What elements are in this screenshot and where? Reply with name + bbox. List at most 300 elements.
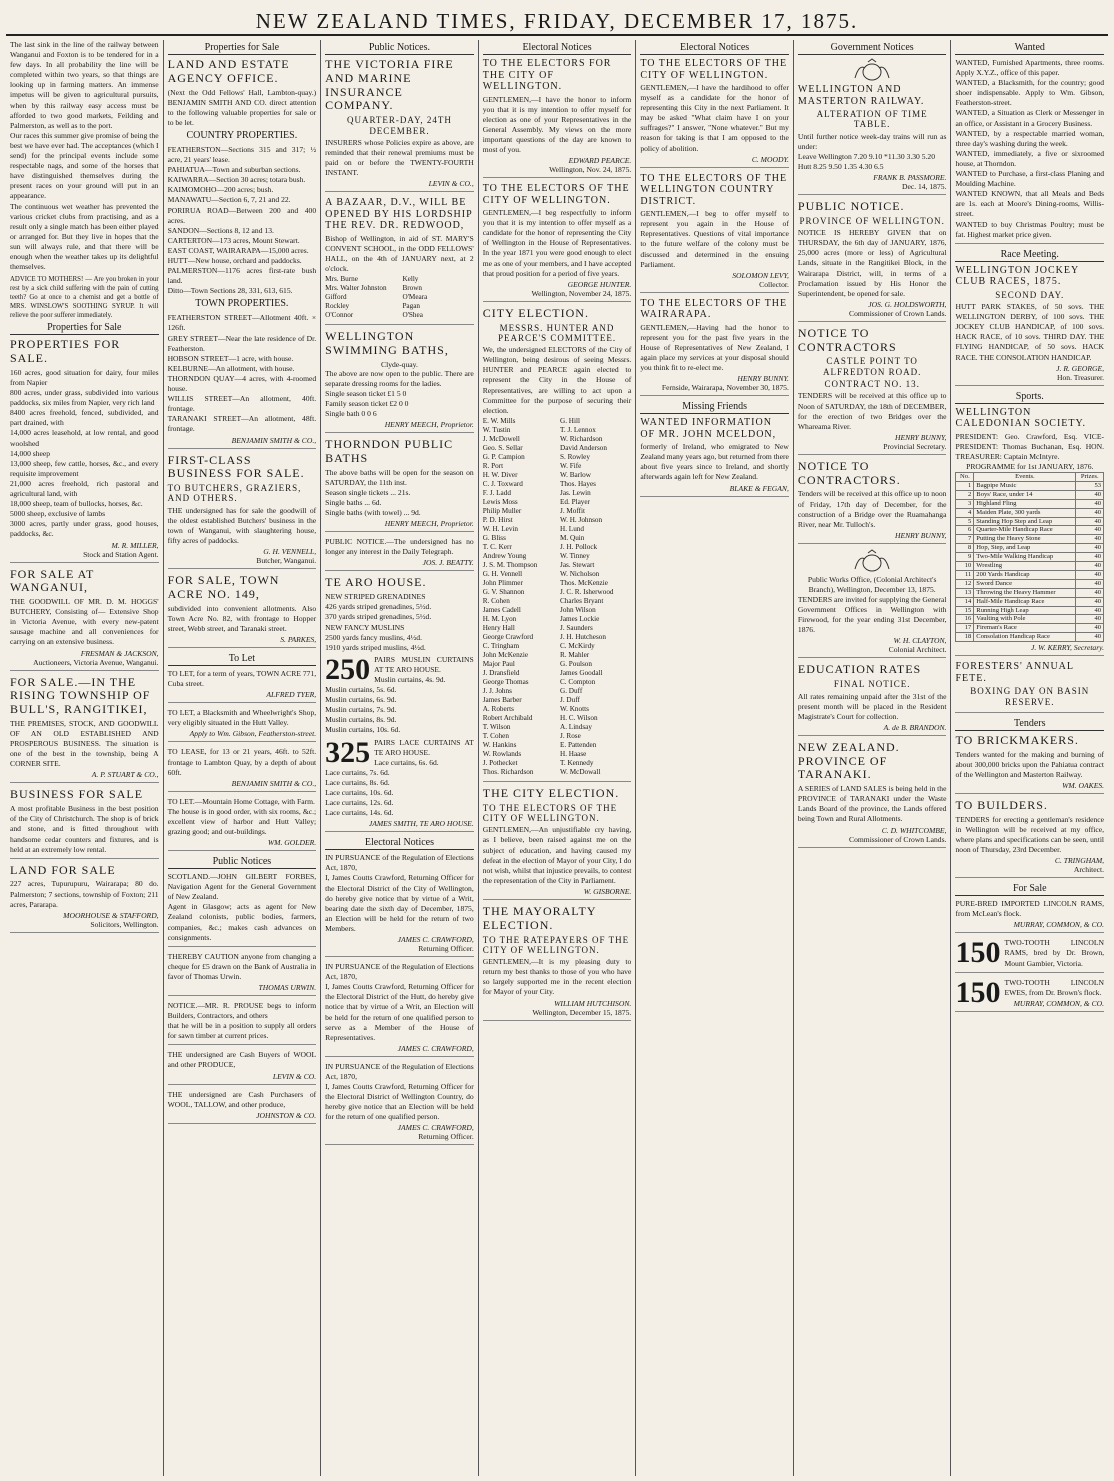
ad-swimming-baths	[325, 330, 474, 433]
ad-jockey-club	[955, 265, 1104, 386]
ad-title: WELLINGTON AND MASTERTON RAILWAY.	[797, 84, 925, 107]
committee-member: Henry Hall	[482, 623, 515, 632]
ad-signature: JOHNSTON & CO.	[256, 1110, 317, 1120]
committee-member: J. McDowell	[482, 434, 520, 443]
ad-body: The house is in good order, with six rooms, &c.; excellent view of harbor and Hutt Valley; grazing good; and out-buildings.	[167, 806, 317, 836]
section-heading: Wanted	[955, 42, 1104, 55]
ad-body: THEREBY CAUTION anyone from changing a cheque for £5 drawn on the Bank of Australia in favor of Thomas Urwin.	[167, 951, 317, 981]
ad-to-let-3	[168, 747, 317, 791]
table-cell: 40	[1076, 570, 1104, 579]
committee-member: J. J. Johns	[482, 686, 512, 695]
committee-member: W. McDowall	[560, 767, 601, 776]
ad-to-let-2	[168, 708, 317, 742]
ad-body: PUBLIC NOTICE.—The undersigned has no longer any interest in the Daily Telegraph.	[325, 537, 474, 557]
list-item: KAIWARRA—Section 30 acres; totara bush.	[167, 175, 306, 185]
table-cell: 40	[1076, 624, 1104, 633]
committee-member: M. Quin	[560, 533, 585, 542]
committee-member: Thos. Richardson	[482, 767, 534, 776]
committee-member: Philip Muller	[482, 506, 522, 515]
ad-signature: C. D. WHITCOMBE,	[881, 825, 947, 835]
news-paragraph: The last sink in the line of the railway between Wanganui and Foxton is to be tendered for in a few days. In all probability the line will be completed within two years, so that things are looking up in farming matters. An immense impetus will be given to agricultural pursuits, when by this railway easy access must be afforded to two good markets, Feilding and Palmerston, as well as to the port.	[10, 40, 159, 130]
committee-member: G. Hill	[560, 416, 580, 425]
table-cell: 40	[1076, 517, 1104, 526]
ad-scotland	[168, 872, 317, 947]
list-item: EAST COAST, WAIRARAPA—15,000 acres.	[167, 245, 309, 255]
ad-title: NOTICE TO CONTRACTORS	[797, 325, 897, 354]
table-cell: 40	[1076, 508, 1104, 517]
committee-member: F. J. Ladd	[482, 488, 511, 497]
table-cell: 1	[956, 481, 974, 490]
committee-member: Jas. Lewin	[560, 488, 591, 497]
table-row	[956, 508, 1104, 517]
ad-signature: WM. GOLDER.	[267, 838, 317, 848]
committee-list	[483, 417, 632, 777]
committee-member: Charles Bryant	[560, 596, 604, 605]
committee-member: J. H. Hutcheson	[560, 632, 606, 641]
committee-member: J. Moffit	[560, 506, 586, 515]
coat-of-arms-icon	[850, 549, 894, 573]
column-6	[794, 40, 952, 1476]
committee-member: W. Hankins	[482, 740, 517, 749]
wanted-item: WANTED, Furnished Apartments, three rooms. Apply X.Y.Z., office of this paper.	[955, 58, 1105, 78]
ad-body: Bishop of Wellington, in aid of ST. MARY'S CONVENT SCHOOL, in the ODD FELLOWS' HALL, on the 4th of JANUARY next, at 2 o'clock.	[325, 233, 474, 274]
committee-member: C. J. Toxward	[482, 479, 523, 488]
committee-member: T. J. Lennox	[560, 425, 596, 434]
ad-lincoln-rams	[955, 899, 1104, 933]
list-item: Mrs. Walter Johnston	[325, 284, 387, 293]
table-row	[956, 633, 1104, 642]
wanted-item: WANTED, by a respectable married woman, three day's washing during the week.	[955, 128, 1105, 148]
timetable-row: Hutt 8.25 9.50 1.35 4.30 6.5	[797, 161, 884, 171]
ad-railway	[798, 84, 947, 195]
table-cell: 14	[956, 597, 974, 606]
committee-member: R. Mahler	[560, 650, 590, 659]
ad-body: THE undersigned are Cash Purchasers of WOOL, TALLOW, and other produce,	[167, 1089, 317, 1109]
programme-heading: PROGRAMME for 1st JANUARY, 1876.	[966, 461, 1094, 471]
committee-member: Jas. Stewart	[560, 560, 595, 569]
section-heading: Electoral Notices	[640, 42, 789, 55]
ad-subtitle: Colonial Architect.	[888, 645, 947, 655]
ad-signature: A. P. STUART & CO.,	[91, 770, 159, 780]
list-item: SANDON—Sections 8, 12 and 13.	[167, 225, 274, 235]
table-cell: Standing Hop Step and Leap	[974, 517, 1076, 526]
list-item: 2500 yards fancy muslins, 4½d.	[325, 632, 422, 642]
list-item: HOBSON STREET—1 acre, with house.	[167, 353, 294, 363]
table-cell: 40	[1076, 597, 1104, 606]
ad-signature: HENRY BUNNY,	[894, 530, 947, 540]
list-item: 3000 acres, partly under grass, good houses, paddocks, &c.	[10, 519, 159, 539]
ad-title: TO THE ELECTORS OF THE CITY OF WELLINGTON.	[482, 183, 630, 206]
ad-body: All rates remaining unpaid after the 31st of the present month will be placed in the Resident Magistrate's Court for collection.	[797, 691, 947, 721]
ad-brickmakers	[955, 734, 1104, 794]
table-row	[956, 499, 1104, 508]
committee-member: George Crawford	[482, 632, 534, 641]
ad-title: TO THE ELECTORS FOR THE CITY OF WELLINGTON.	[482, 58, 612, 92]
table-cell: Hop, Step, and Leap	[974, 544, 1076, 553]
price-row: Season single tickets ... 21s.	[325, 487, 411, 497]
table-cell: Highland Fling	[974, 499, 1076, 508]
list-item: 426 yards striped grenadines, 5½d.	[325, 602, 432, 612]
ad-body: IN PURSUANCE of the Regulation of Elections Act, 1870,	[325, 853, 474, 873]
ad-signature: W. GISBORNE.	[583, 886, 632, 896]
ad-title: TO THE ELECTORS OF THE WELLINGTON COUNTRY DISTRICT.	[640, 172, 788, 207]
ad-lincoln-two-tooth	[955, 938, 1104, 972]
ad-prouse	[168, 1001, 317, 1045]
ad-title: EDUCATION RATES	[797, 662, 922, 677]
column-4	[479, 40, 637, 1476]
table-header: No.	[956, 472, 974, 481]
section-heading: Missing Friends	[640, 401, 789, 414]
ad-subtitle: ALTERATION OF TIME TABLE.	[816, 109, 928, 130]
ad-subtitle: FINAL NOTICE.	[833, 679, 911, 690]
ad-missing-friend	[640, 417, 789, 496]
ad-signature: GEORGE HUNTER.	[567, 279, 632, 289]
ad-gisborne	[483, 787, 632, 900]
ad-education-rates	[798, 663, 947, 735]
table-cell: Throwing the Heavy Hammer	[974, 588, 1076, 597]
ad-subtitle: Clyde-quay.	[381, 359, 418, 369]
list-item: Lace curtains, 7s. 6d.	[325, 767, 390, 777]
section-heading: Tenders	[955, 718, 1104, 731]
ad-signature: FRESMAN & JACKSON,	[80, 648, 159, 658]
list-item: Lace curtains, 12s. 6d.	[325, 798, 394, 808]
ad-title: FOR SALE.—IN THE RISING TOWNSHIP OF BULL'S, RANGITIKEI,	[10, 674, 151, 717]
table-row	[956, 535, 1104, 544]
committee-member: W. Rowlands	[482, 749, 522, 758]
price-number: 325	[325, 737, 371, 769]
list-item: Mrs. Burne	[325, 275, 358, 284]
table-cell: 17	[956, 624, 974, 633]
ad-moody	[640, 58, 789, 168]
ad-body: THE PREMISES, STOCK, AND GOODWILL OF AN OLD ESTABLISHED AND PROSPEROUS BUSINESS. The situation is one of the best in the township, being A CORNER SITE.	[10, 718, 159, 769]
ad-body: GENTLEMEN,—I have the honor to inform you that it is my intention to offer myself for election as one of your Representatives in the General Assembly. My views on the more important questions of the day are known to most of you.	[482, 94, 632, 154]
list-item: Muslin curtains, 8s. 9d.	[325, 715, 397, 725]
table-row	[956, 579, 1104, 588]
ad-body: TWO-TOOTH LINCOLN EWES, from Dr. Brown's flock.	[1004, 977, 1105, 997]
ad-signature: MURRAY, COMMON, & CO.	[1013, 998, 1105, 1008]
ad-body: Tenders will be received at this office up to noon of Friday, 17th day of December, for the construction of a Bridge over the Ruamahanga River, near Mr. Tulloch's.	[797, 489, 947, 529]
table-row	[956, 481, 1104, 490]
committee-member: H. M. Lyon	[482, 614, 517, 623]
ad-body: GENTLEMEN,—Having had the honor to represent you for the past five years in the House of Representatives of New Zealand, I again place my services at your disposal should you think fit to re-elect me.	[640, 322, 789, 373]
list-item: Ditto—Town Sections 28, 331, 613, 615.	[167, 286, 293, 296]
ad-subtitle: Butcher, Wanganui.	[256, 556, 317, 566]
committee-member: E. W. Mills	[482, 416, 516, 425]
committee-member: H. W. Diver	[482, 470, 518, 479]
ad-mayoralty	[483, 905, 632, 1021]
ad-subtitle: Provincial Secretary.	[883, 441, 947, 451]
committee-member: W. H. Levin	[482, 524, 519, 533]
ad-subtitle: Stock and Station Agent.	[83, 549, 159, 559]
list-item: THORNDON QUAY—4 acres, with 4-roomed house.	[167, 373, 317, 394]
committee-member: P. D. Hirst	[482, 515, 513, 524]
committee-member: A. Lindsay	[560, 722, 592, 731]
ad-hunter	[483, 183, 632, 302]
ad-body: GENTLEMEN,—I beg to offer myself to represent you again in the House of Representatives. Questions of vital importance to the future welfare of the colony must be discussed and determined in the ensuing Parliament.	[640, 209, 789, 269]
ad-title: WANTED INFORMATION OF MR. JOHN MCELDON,	[640, 417, 777, 440]
ad-public-works	[798, 575, 947, 659]
wanted-item: WANTED to Purchase, a first-class Planing and Moulding Machine.	[955, 169, 1105, 189]
committee-member: Lewis Moss	[482, 497, 518, 506]
table-cell: 6	[956, 526, 974, 535]
column-3	[321, 40, 479, 1476]
ad-subtitle: Fernside, Wairarapa, November 30, 1875.	[661, 383, 789, 393]
ad-title: PROPERTIES FOR SALE.	[10, 337, 121, 366]
ad-body: formerly of Ireland, who emigrated to New Zealand many years ago, but returned from there about five years since to Ireland, and shortly afterwards again left for New Zealand.	[640, 442, 789, 482]
ad-subtitle: CASTLE POINT TO ALFREDTON ROAD.	[823, 356, 922, 377]
sub-heading: COUNTRY PROPERTIES.	[186, 129, 298, 141]
list-item: Lace curtains, 14s. 6d.	[325, 808, 394, 818]
list-item: Kelly	[402, 275, 419, 284]
table-row	[956, 553, 1104, 562]
programme-table	[955, 472, 1104, 642]
ad-public-notice	[325, 537, 474, 571]
table-cell: 40	[1076, 553, 1104, 562]
ad-title: THORNDON PUBLIC BATHS	[325, 437, 454, 465]
ladies-list	[325, 275, 474, 320]
ad-caledonian	[955, 407, 1104, 657]
ad-title: LAND AND ESTATE AGENCY OFFICE.	[167, 57, 290, 85]
table-cell: Boys' Race, under 14	[974, 490, 1076, 499]
ad-signature: W. H. CLAYTON,	[893, 636, 947, 646]
table-cell: 40	[1076, 633, 1104, 642]
section-heading: Properties for Sale	[168, 42, 317, 55]
list-item: FEATHERSTON—Sections 315 and 317; ½ acre, 21 years' lease.	[167, 144, 317, 165]
committee-member: J. Duff	[560, 695, 580, 704]
list-item: O'Connor	[325, 311, 354, 320]
ad-body: THE undersigned has for sale the goodwill of the oldest established Butchers' business in the town of Wanganui, with slaughtering house, fifty acres of paddocks.	[167, 505, 317, 546]
table-cell: Half-Mile Handicap Race	[974, 597, 1076, 606]
ad-signature: HENRY MEECH, Proprietor.	[384, 519, 474, 529]
table-cell: Vaulting with Pole	[974, 615, 1076, 624]
ad-contractors-2	[798, 460, 947, 544]
ad-subtitle: Auctioneers, Victoria Avenue, Wanganui.	[33, 657, 159, 667]
committee-member: T. C. Kerr	[482, 542, 512, 551]
sub-heading: TOWN PROPERTIES.	[195, 298, 289, 310]
ad-wanted	[955, 58, 1104, 244]
table-cell: 200 Yards Handicap	[974, 570, 1076, 579]
table-cell: 5	[956, 517, 974, 526]
table-cell: 18	[956, 633, 974, 642]
price-row: Single season ticket £1 5 0	[325, 388, 407, 398]
committee-member: John McKenzie	[482, 650, 529, 659]
ad-subtitle: Commissioner of Crown Lands.	[849, 308, 947, 318]
table-cell: 11	[956, 570, 974, 579]
list-item: NEW FANCY MUSLINS	[325, 622, 405, 632]
committee-member: J. S. M. Thompson	[482, 560, 538, 569]
committee-member: John Wilson	[560, 605, 596, 614]
ad-body: SCOTLAND.—JOHN GILBERT FORBES, Navigation Agent for the General Government of New Zealand.	[167, 872, 317, 902]
newspaper-columns	[6, 40, 1108, 1476]
ad-subtitle: PROVINCE OF WELLINGTON.	[799, 215, 945, 226]
price-row: Single bath 0 0 6	[325, 409, 377, 419]
ad-signature: J. W. KERRY, Secretary.	[1030, 643, 1105, 653]
ad-title: WELLINGTON SWIMMING BATHS,	[325, 329, 449, 357]
ad-signature: M. R. MILLER,	[111, 540, 159, 550]
committee-member: Thos. McKenzie	[560, 578, 608, 587]
committee-member: J. H. Pollock	[560, 542, 598, 551]
committee-member: J. Rose	[560, 731, 581, 740]
ad-body: I, James Coutts Crawford, Returning Officer for the Electoral District of Wellington Country, do hereby give notice that an Election will be held for the return of one qualified person.	[325, 1081, 474, 1122]
ad-builders	[955, 799, 1104, 878]
ad-body: GENTLEMEN,—I have the hardihood to offer myself as a candidate for the honor of representing this City in the next Parliament. It may be asked "What claim have I on your suffrages?" I answer, "None whatever." But my reason for taking is that I am opposed to the policy of abolition.	[640, 83, 789, 153]
ad-signature: MURRAY, COMMON, & CO.	[1013, 920, 1105, 930]
ad-signature: LEVIN & CO.	[272, 1071, 317, 1081]
ad-body: The above are now open to the public. There are separate dressing rooms for the ladies.	[325, 368, 474, 388]
ad-signature: HENRY BUNNY,	[894, 432, 947, 442]
ad-signature: G. H. VENNELL,	[263, 547, 317, 557]
ad-signature: THOMAS URWIN.	[258, 983, 317, 992]
ad-body: The above baths will be open for the season on SATURDAY, the 11th inst.	[325, 467, 474, 487]
ad-title: A BAZAAR, D.V., WILL BE OPENED BY HIS LORDSHIP THE REV. DR. REDWOOD,	[325, 197, 473, 232]
list-item: 21,000 acres freehold, rich pastoral and agricultural land, with	[10, 478, 159, 499]
price-number: 150	[955, 938, 1001, 970]
ad-pursuance-2	[325, 962, 474, 1057]
ad-body: HUTT PARK STAKES, of 50 sovs. THE WELLINGTON DERBY, of 100 sovs. THE JOCKEY CLUB HANDICAP, of 100 sovs. HACK RACE, of 10 sovs. THIRD DAY. THE FLYING HANDICAP, of 50 sovs. HACK RACE. THE CONSOLATION HANDICAP.	[955, 302, 1105, 362]
ad-body: GENTLEMEN,—It is my pleasing duty to return my best thanks to those of you who have so largely supported me in the recent election for Mayor of your City.	[482, 957, 632, 997]
committee-member: C. Compton	[560, 677, 596, 686]
ad-body: I, James Coutts Crawford, Returning Officer for the Electoral District of the City of Wellington, do hereby give notice that by virtue of a Writ, bearing date the sixth day of December, 1875, an Election will be held for the return of two Members.	[325, 873, 474, 933]
ad-title: TO THE ELECTORS OF THE WAIRARAPA.	[640, 297, 788, 321]
section-heading: Government Notices	[798, 42, 947, 55]
table-row	[956, 624, 1104, 633]
ad-body: IN PURSUANCE of the Regulation of Elections Act, 1870,	[325, 1061, 474, 1081]
ad-subtitle: TO THE ELECTORS OF THE CITY OF WELLINGTON.	[482, 802, 618, 823]
ad-subtitle: TO THE RATEPAYERS OF THE CITY OF WELLINGTON.	[482, 934, 630, 955]
list-item: PALMERSTON—1176 acres first-rate bush land.	[167, 266, 317, 286]
ad-signature: JAMES C. CRAWFORD,	[397, 935, 474, 945]
ad-signature: Apply to Wm. Gibson, Featherston-street.	[189, 729, 317, 739]
committee-member: G. Duff	[560, 686, 583, 695]
ad-caution	[168, 952, 317, 996]
table-cell: 40	[1076, 615, 1104, 624]
ad-subtitle: MESSRS. HUNTER AND PEARCE'S COMMITTEE.	[497, 322, 617, 343]
ad-body: TO LET.—Mountain Home Cottage, with Farm.	[167, 796, 315, 806]
column-1	[6, 40, 164, 1476]
table-cell: 10	[956, 562, 974, 571]
price-number: 250	[325, 654, 371, 686]
committee-member: G. P. Campion	[482, 452, 525, 461]
ad-properties	[10, 338, 159, 562]
list-item: WILLIS STREET—An allotment, 40ft. frontage.	[167, 394, 317, 414]
list-item: Gifford	[325, 293, 347, 302]
section-heading: For Sale	[955, 883, 1104, 896]
ad-title: LAND FOR SALE	[10, 862, 116, 877]
ad-body: GENTLEMEN,—An unjustifiable cry having, as I believe, been raised against me on the subject of education, and having caused my defeat in the election of Mayor of your City, I do not wish, whilst that injustice prevails, to contest the representation of the City in Parliament.	[482, 825, 632, 885]
list-item: Lace curtains, 10s. 6d.	[325, 788, 394, 798]
table-cell: 40	[1076, 588, 1104, 597]
list-item: TARANAKI STREET—An allotment, 48ft. frontage.	[167, 414, 317, 434]
section-heading: Electoral Notices	[483, 42, 632, 55]
list-item: Pagan	[402, 302, 421, 311]
table-cell: 12	[956, 579, 974, 588]
news-paragraph: Our races this summer give promise of being the best we have ever had. The acceptances (which I send) for the principal events include some respectable nags, and some of the horses that have distinguished themselves during the present races on your ground will put in an appearance.	[10, 130, 159, 201]
ad-signature: SOLOMON LEVY,	[732, 270, 789, 280]
ad-title: WELLINGTON CALEDONIAN SOCIETY.	[955, 406, 1086, 430]
ad-body: A most profitable Business in the best position of the City of Christchurch. The shop is of brick and stone, and is fitted throughout with handsome cedar counters and fixtures, and is held at an extremely low rental.	[10, 804, 159, 854]
list-item: FEATHERSTON STREET—Allotment 40ft. × 126ft.	[167, 313, 317, 333]
table-cell: 53	[1076, 481, 1104, 490]
committee-member: G. V. Shannon	[482, 587, 525, 596]
ad-lincoln-ewes	[955, 978, 1104, 1012]
table-cell: 40	[1076, 535, 1104, 544]
ad-body: Agent in Glasgow; acts as agent for New Zealand colonists, public bodies, farmers, companies, &c.; makes cash advances on consignments.	[167, 902, 317, 942]
column-5	[636, 40, 794, 1476]
table-header: Prizes.	[1076, 472, 1104, 481]
ad-contractors	[798, 327, 947, 455]
ad-city-election	[483, 307, 632, 782]
committee-member: Andrew Young	[482, 551, 527, 560]
masthead	[6, 0, 1108, 36]
ad-body: THE GOODWILL OF MR. D. M. HOGGS' BUTCHERY, Consisting of— Extensive Shop in Victoria Avenue, with every new-patent sausage machine and all conveniences for carrying on an extensive business.	[10, 597, 159, 647]
ad-subtitle: SECOND DAY.	[995, 289, 1065, 300]
ad-signature: BLAKE & FEGAN,	[729, 483, 789, 493]
ad-title: FIRST-CLASS BUSINESS FOR SALE.	[167, 452, 305, 481]
list-item: Lace curtains, 6s. 6d.	[374, 757, 439, 767]
table-cell: 40	[1076, 606, 1104, 615]
wanted-item: WANTED to buy Christmas Poultry; must be fat. Highest market price given.	[955, 219, 1105, 239]
committee-member: G. Bliss	[482, 533, 506, 542]
ad-body: (Next the Odd Fellows' Hall, Lambton-quay.) BENJAMIN SMITH AND CO. direct attention to the following valuable properties for sale or to be let.	[167, 87, 317, 127]
committee-member: George Thomas	[482, 677, 529, 686]
price-number: 150	[955, 977, 1001, 1009]
list-item: Lace curtains, 8s. 6d.	[325, 777, 390, 787]
list-item: KELBURNE—An allotment, with house.	[167, 363, 295, 373]
ad-signature: C. MOODY.	[751, 154, 789, 164]
committee-member: S. Rowley	[560, 452, 590, 461]
wanted-item: WANTED, a Situation as Clerk or Messenger in an office, or Assistant in a Grocery Business.	[955, 108, 1105, 128]
ad-to-let-4	[168, 797, 317, 851]
ad-body: NOTICE.—MR. R. PROUSE begs to inform Builders, Contractors, and others	[167, 1001, 317, 1021]
section-heading: Electoral Notices	[325, 837, 474, 850]
list-item: O'Meara	[402, 293, 428, 302]
section-heading: Properties for Sale	[10, 322, 159, 335]
committee-member: James Lockie	[560, 614, 600, 623]
column-7	[951, 40, 1108, 1476]
ad-body: subdivided into convenient allotments. Also Town Acre No. 82, with frontage to Hopper street, Webb street, and Taranaki street.	[167, 603, 317, 633]
ad-land	[10, 864, 159, 933]
committee-member: H. Haase	[560, 749, 587, 758]
ad-town-acre	[168, 574, 317, 648]
committee-member: Major Paul	[482, 659, 515, 668]
list-item: Muslin curtains, 10s. 6d.	[325, 725, 401, 735]
ad-subtitle: Returning Officer.	[418, 1132, 474, 1142]
list-item: 18,000 sheep, team of bullocks, horses, &c.	[10, 499, 143, 509]
ad-body: Tenders wanted for the making and burning of about 300,000 bricks upon the Pahiatua contract of the Wellington and Masterton Railway.	[955, 749, 1105, 779]
table-cell: 8	[956, 544, 974, 553]
table-cell: Two-Mile Walking Handicap	[974, 553, 1076, 562]
wanted-item: WANTED KNOWN, that all Meals and Beds are 1s. each at Moore's Dining-rooms, Willis-street.	[955, 189, 1105, 219]
ad-subtitle: BOXING DAY ON BASIN RESERVE.	[970, 686, 1090, 707]
table-row	[956, 562, 1104, 571]
ad-signature: HENRY MEECH, Proprietor.	[384, 420, 474, 430]
ad-body: PAIRS LACE CURTAINS AT TE ARO HOUSE.	[374, 737, 474, 757]
ad-body: PRESIDENT: Geo. Crawford, Esq. VICE-PRESIDENT: Thomas Buchanan, Esq. HON. TREASURER: Captain McIntyre.	[955, 431, 1105, 461]
ad-body: THE undersigned are Cash Buyers of WOOL and other PRODUCE,	[167, 1050, 317, 1070]
ad-body: Until further notice week-day trains will run as under:	[797, 131, 947, 151]
committee-member: W. Tustin	[482, 425, 511, 434]
list-item: 14,000 sheep	[10, 448, 51, 458]
committee-member: Thos. Hayes	[560, 479, 596, 488]
ad-wool	[168, 1050, 317, 1084]
ad-subtitle: Wellington, Nov. 24, 1875.	[549, 165, 632, 175]
ad-thorndon-baths	[325, 438, 474, 532]
ad-body: TO LEASE, for 13 or 21 years, 46ft. to 52ft. frontage to Lambton Quay, by a depth of about 60ft.	[167, 747, 317, 777]
ad-wool-2	[168, 1090, 317, 1124]
list-item: Brown	[402, 284, 423, 293]
table-cell: 40	[1076, 579, 1104, 588]
list-item: PAHIATUA—Town and suburban sections.	[167, 165, 301, 175]
